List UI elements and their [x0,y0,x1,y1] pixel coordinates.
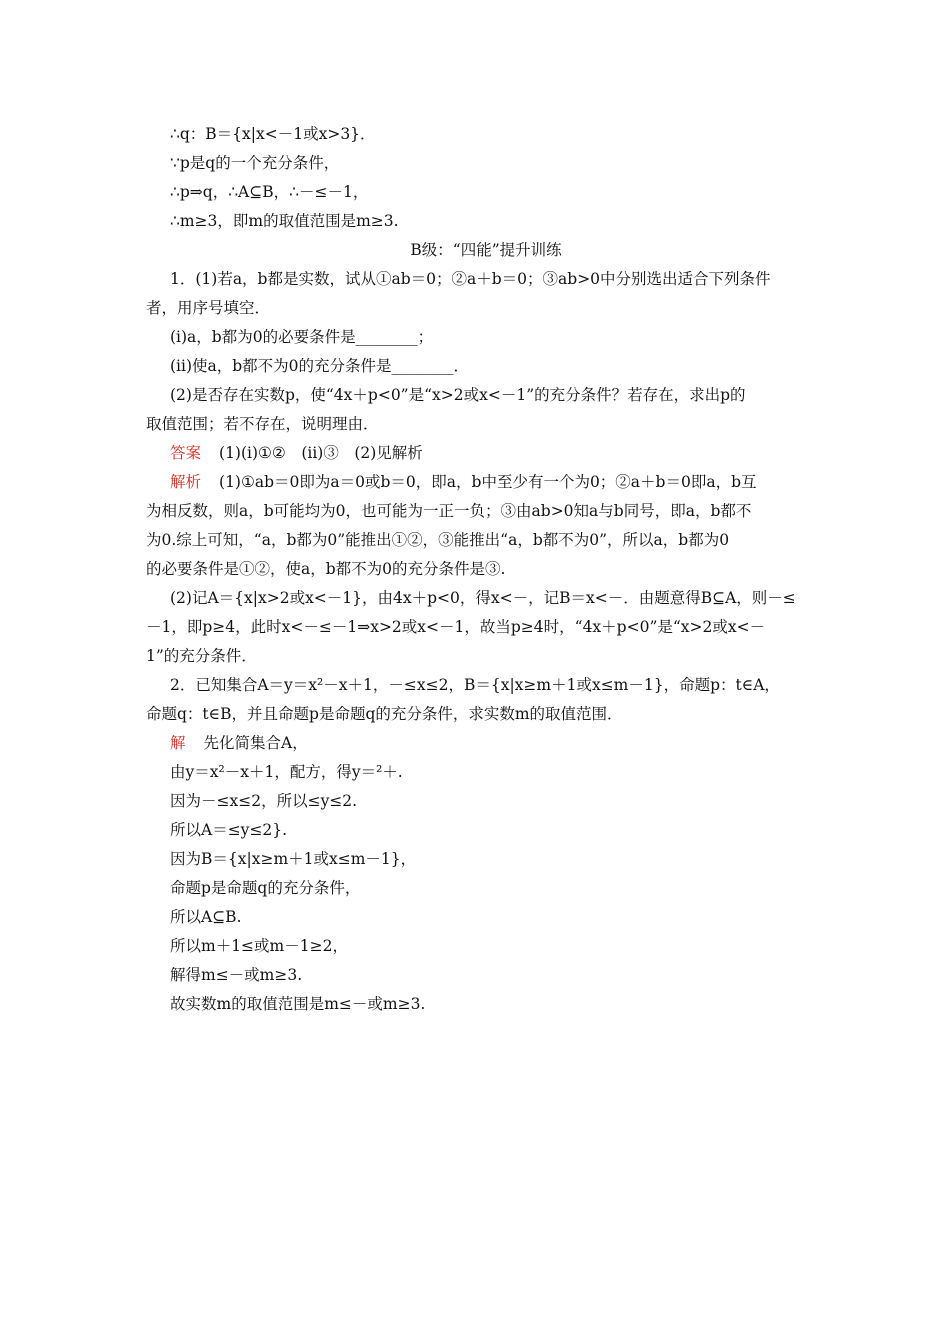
question-1-part-2-cont: 取值范围；若不存在，说明理由． [146,415,379,433]
solution-step: 所以A⊆B. [170,908,242,926]
question-1-sub-ii: (ⅱ)使a，b都不为0的充分条件是________． [170,357,470,375]
question-2-stem-cont: 命题q：t∈B，并且命题p是命题q的充分条件，求实数m的取值范围． [146,705,623,723]
text-line: ∵p是q的一个充分条件， [170,154,340,172]
solution-step: 因为B＝{x|x≥m＋1或x≤m－1}， [170,850,417,868]
solution-text: 先化简集合A， [203,734,308,752]
analysis-text: 为0.综上可知，“a，b都为0”能推出①②，③能推出“a，b都不为0”，所以a，b都为0 [146,531,730,549]
solution-line [146,729,826,758]
question-1-stem-cont: 者，用序号填空． [146,299,271,317]
analysis-text: 为相反数，则a，b可能均为0，也可能为一正一负；③由ab>0知a与b同号，即a，b都不 [146,502,752,520]
text-line: ∴q：B＝{x|x<－1或x>3}． [170,125,376,143]
answer-text: (1)(ⅰ)①② (ⅱ)③ (2)见解析 [219,444,423,462]
answer-label: 答案 [170,444,202,462]
analysis-text: 的必要条件是①②，使a，b都不为0的充分条件是③. [146,560,506,578]
solution-step: 解得m≤－或m≥3. [170,966,303,984]
text-line: ∴p⇒q，∴A⊆B，∴－≤－1， [170,183,369,201]
text-line: ∴m≥3，即m的取值范围是m≥3. [170,212,399,230]
solution-label: 解 [170,734,186,752]
question-1-sub-i: (ⅰ)a，b都为0的必要条件是________； [170,328,434,346]
solution-step: 因为－≤x≤2，所以≤y≤2. [170,792,358,810]
question-1-part-2: (2)是否存在实数p，使“4x＋p<0”是“x>2或x<－1”的充分条件？若存在，求出p的 [170,386,746,404]
analysis-line [146,468,826,497]
analysis-part-2-cont: －1，即p≥4，此时x<－≤－1⇒x>2或x<－1，故当p≥4时，“4x＋p<0”是“x>2或x<－ [146,618,766,636]
solution-step: 命题p是命题q的充分条件， [170,879,361,897]
question-2-stem: 2．已知集合A＝y＝x²－x＋1，－≤x≤2，B＝{x|x≥m＋1或x≤m－1}，命题p：t∈A， [170,676,780,694]
section-title: B级：“四能”提升训练 [410,241,562,259]
solution-step: 由y＝x²－x＋1，配方，得y＝²＋. [170,763,403,781]
solution-step: 故实数m的取值范围是m≤－或m≥3. [170,995,426,1013]
analysis-text: (1)①ab＝0即为a＝0或b＝0，即a，b中至少有一个为0；②a＋b＝0即a，b互 [219,473,757,491]
page-content [146,120,826,1019]
answer-line [146,439,826,468]
solution-step: 所以m＋1≤或m－1≥2， [170,937,348,955]
question-1-stem: 1．(1)若a，b都是实数，试从①ab＝0；②a＋b＝0；③ab>0中分别选出适合下列条件 [170,270,771,288]
solution-step: 所以A＝≤y≤2}. [170,821,288,839]
analysis-label: 解析 [170,473,202,491]
analysis-part-2: (2)记A＝{x|x>2或x<－1}，由4x＋p<0，得x<－，记B＝x<－．由题意得B⊆A，则－≤ [170,589,796,607]
analysis-part-2-cont: 1”的充分条件． [146,647,257,665]
